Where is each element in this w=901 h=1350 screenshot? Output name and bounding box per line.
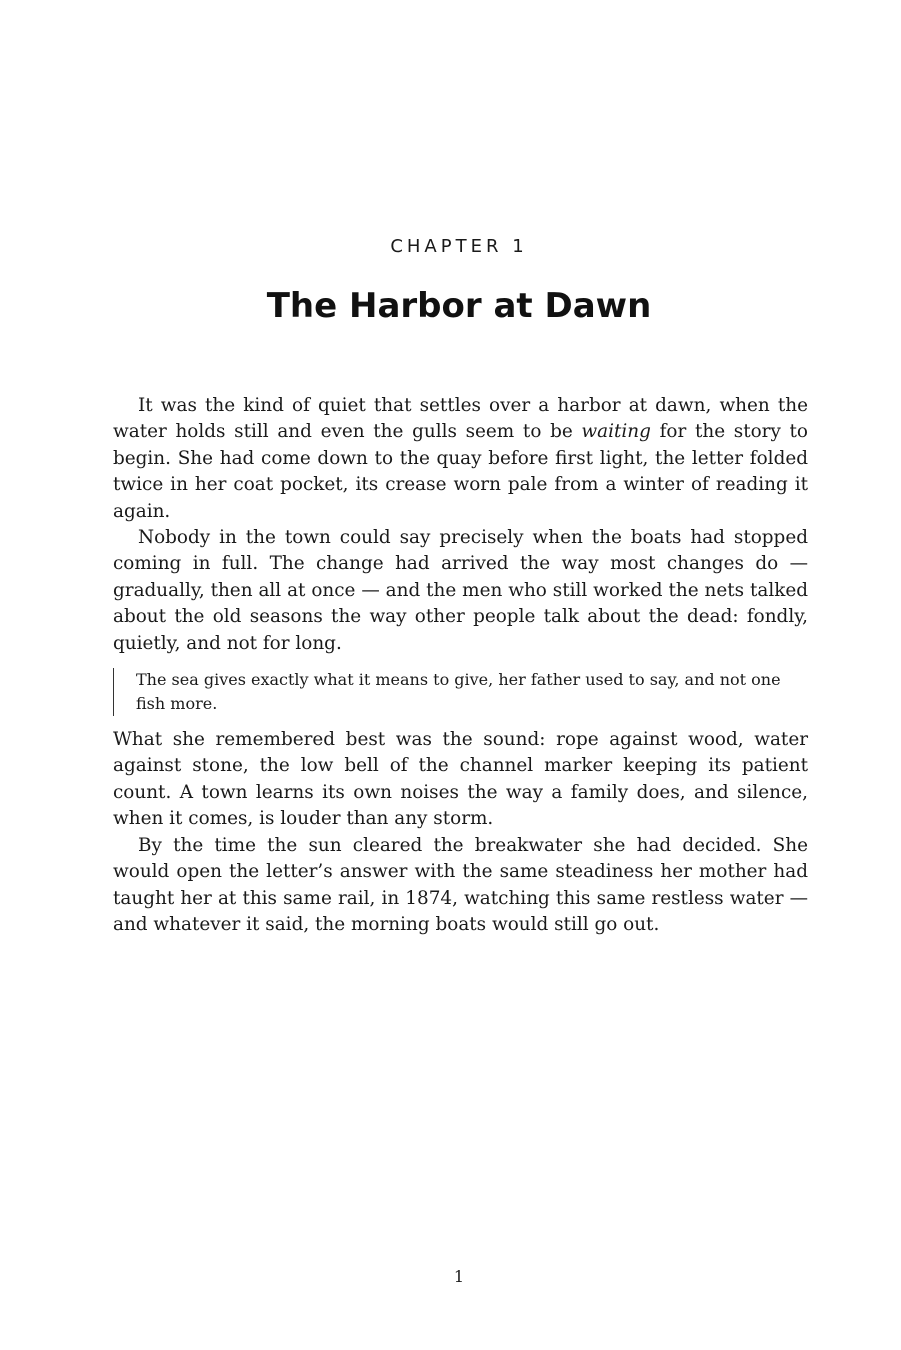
emphasis-text: waiting — [581, 421, 651, 443]
paragraph-3: What she remembered best was the sound: rope against wood, water against stone, the low bell of the channel marker keeping its patient count. A town learns its own noises the way a family does, and silence, when it comes, is louder than any storm. — [113, 729, 808, 830]
paragraph-4: By the time the sun cleared the breakwater she had decided. She would open the letter’s answer with the same steadiness her mother had taught her at this same rail, in 1874, watching this same restless water — and whatever it said, the morning boats would still go out. — [113, 834, 808, 935]
paragraph-1-start: It was the kind of quiet that settles over a harbor at dawn, when the water holds still and even the gulls seem to be — [113, 395, 808, 443]
paragraph-2: Nobody in the town could say precisely when the boats had stopped coming in full. The change had arrived the way most changes do — gradually, then all at once — and the men who still worked the nets talked about the old seasons the way other people talk about the dead: fondly, quietly, and not for long. — [113, 527, 808, 654]
chapter-body — [113, 393, 808, 938]
paragraph-1-end: for the story to begin. She had come down to the quay before first light, the letter folded twice in her coat pocket, its crease worn pale from a winter of reading it again. — [113, 421, 808, 522]
page-number: 1 — [453, 1267, 465, 1286]
block-quote: The sea gives exactly what it means to give, her father used to say, and not one fish more. — [113, 668, 808, 716]
paragraph-1 — [113, 393, 808, 525]
chapter-title: The Harbor at Dawn — [266, 286, 652, 326]
chapter-label: CHAPTER 1 — [390, 236, 528, 257]
